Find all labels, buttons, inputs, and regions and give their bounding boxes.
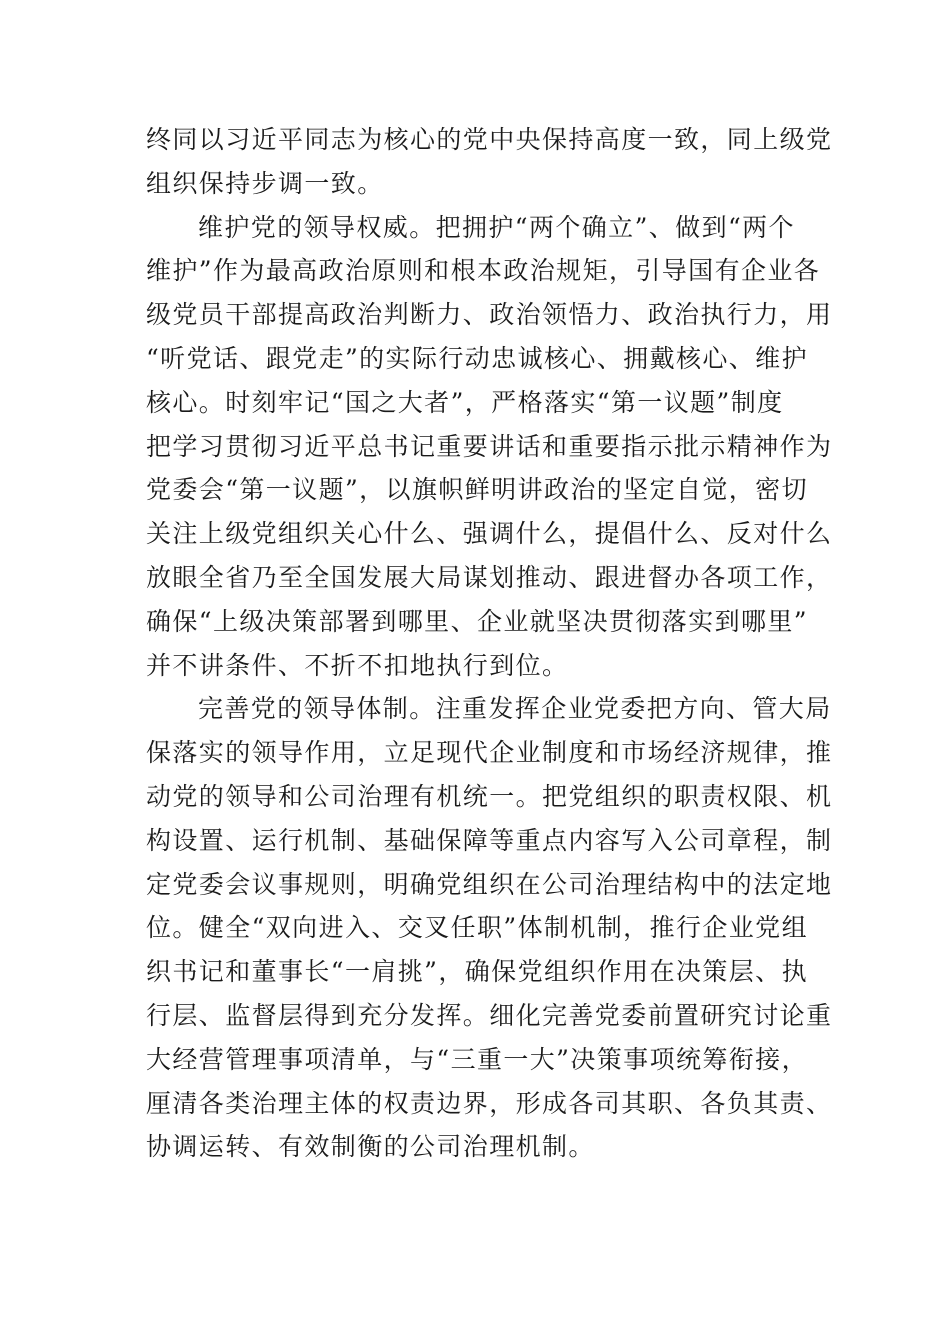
paragraph-first-line: 维护党的领导权威。把拥护“两个确立”、做到“两个: [198, 212, 795, 242]
paragraph-first-line: 完善党的领导体制。注重发挥企业党委把方向、管大局: [198, 694, 832, 724]
text-line: 协调运转、有效制衡的公司治理机制。: [146, 1132, 595, 1162]
text-line: 组织保持步调一致。: [146, 168, 384, 198]
text-line: 构设置、运行机制、基础保障等重点内容写入公司章程，制: [146, 825, 833, 855]
text-line: 厘清各类治理主体的权责边界，形成各司其职、各负其责、: [146, 1088, 833, 1118]
text-line: 核心。时刻牢记“国之大者”，严格落实“第一议题”制度: [146, 387, 784, 417]
text-line: 织书记和董事长“一肩挑”，确保党组织作用在决策层、执: [146, 957, 808, 987]
text-line: 保落实的领导作用，立足现代企业制度和市场经济规律，推: [146, 738, 833, 768]
text-line: 终同以习近平同志为核心的党中央保持高度一致，同上级党: [146, 125, 833, 154]
text-line: 把学习贯彻习近平总书记重要讲话和重要指示批示精神作为: [146, 431, 833, 461]
text-line: 行层、监督层得到充分发挥。细化完善党委前置研究讨论重: [146, 1000, 833, 1030]
text-line: 确保“上级决策部署到哪里、企业就坚决贯彻落实到哪里”: [146, 606, 808, 636]
text-line: “听党话、跟党走”的实际行动忠诚核心、拥戴核心、维护: [146, 343, 808, 373]
text-line: 动党的领导和公司治理有机统一。把党组织的职责权限、机: [146, 781, 833, 811]
text-line: 放眼全省乃至全国发展大局谋划推动、跟进督办各项工作，: [146, 562, 833, 592]
text-line: 关注上级党组织关心什么、强调什么，提倡什么、反对什么: [146, 519, 833, 549]
text-line: 大经营管理事项清单，与“三重一大”决策事项统筹衔接，: [146, 1044, 808, 1074]
text-line: 位。健全“双向进入、交叉任职”体制机制，推行企业党组: [146, 913, 808, 943]
text-line: 级党员干部提高政治判断力、政治领悟力、政治执行力，用: [146, 300, 833, 330]
text-line: 党委会“第一议题”，以旗帜鲜明讲政治的坚定自觉，密切: [146, 475, 808, 505]
text-line: 维护”作为最高政治原则和根本政治规矩，引导国有企业各: [146, 256, 821, 286]
text-line: 并不讲条件、不折不扣地执行到位。: [146, 650, 569, 680]
document-body: [146, 118, 833, 1169]
text-line: 定党委会议事规则，明确党组织在公司治理结构中的法定地: [146, 869, 833, 899]
